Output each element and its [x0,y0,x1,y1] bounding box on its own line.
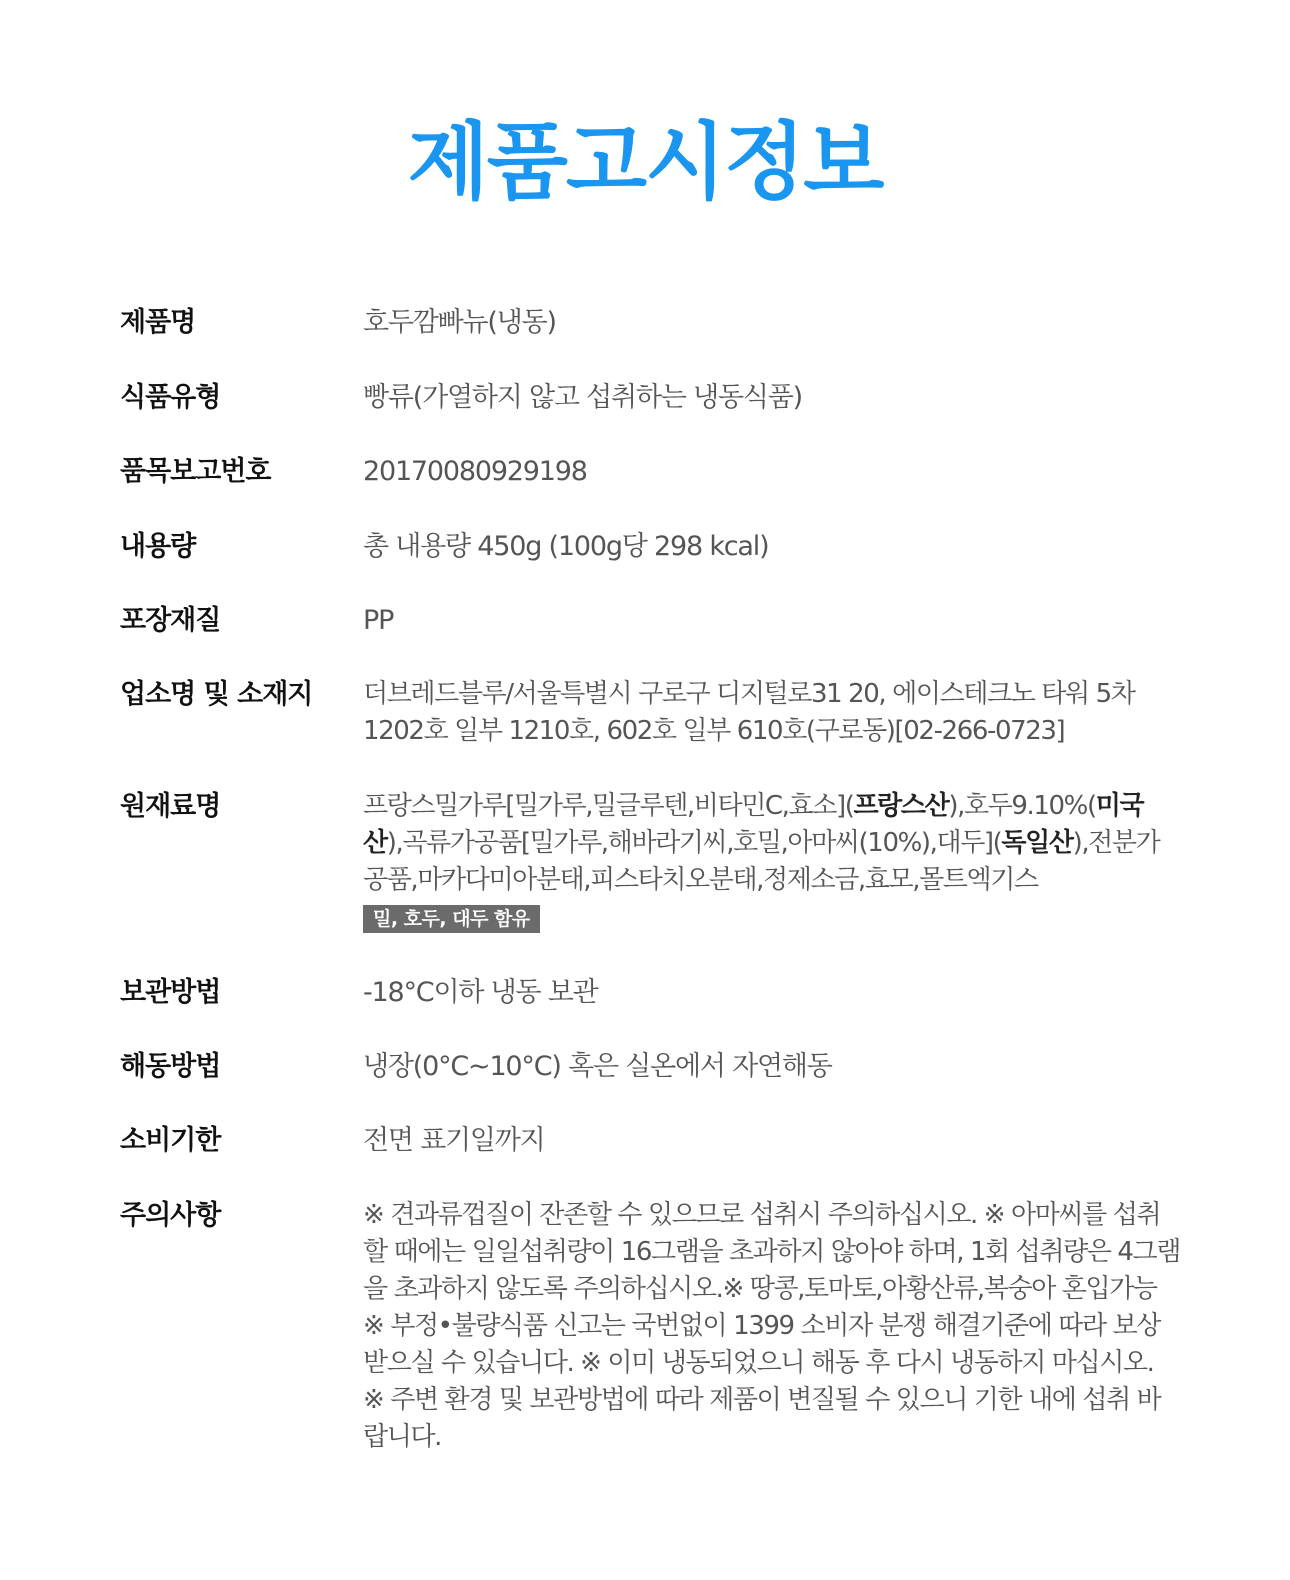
label-product-name: 제품명 [120,307,196,338]
value-caution: ※ 견과류껍질이 잔존할 수 있으므로 섭취시 주의하십시오. ※ 아마씨를 섭취할 때에는 일일섭취량이 16그램을 초과하지 않아야 하며, 1회 섭취량은 4그램을 초과하지 않도록 주의하십시오.※ 땅콩,토마토,아황산류,복숭아 혼입가능 ※ 부정•불량식품 신고는 국번없이 1399 소비자 분쟁 해결기준에 따라 보상받으실 수 있습니다. ※ 이미 냉동되었으니 해동 후 다시 냉동하지 마십시오. ※ 주변 환경 및 보관방법에 따라 제품이 변질될 수 있으니 기한 내에 섭취 바랍니다. [363,1200,1180,1452]
label-food-type: 식품유형 [120,382,221,413]
value-product-name: 호두깜빠뉴(냉동) [363,307,556,338]
row-volume [120,528,1180,566]
origin-france: 프랑스산 [853,791,949,821]
value-ingredients [363,788,1180,936]
value-expiry: 전면 표기일까지 [363,1125,545,1156]
label-company: 업소명 및 소재지 [120,679,313,710]
row-ingredients [120,788,1180,936]
page-title: 제품고시정보 [407,113,883,211]
row-storage [120,974,1180,1012]
label-expiry: 소비기한 [120,1125,221,1156]
value-storage: -18°C이하 냉동 보관 [363,977,598,1008]
label-report-number: 품목보고번호 [120,456,271,487]
ingredients-part-1: 프랑스밀가루[밀가루,밀글루텐,비타민C,효소]( [363,791,854,821]
value-report-number: 20170080929198 [363,456,587,487]
company-address-line-1: 더브레드블루/서울특별시 구로구 디지털로31 20, 에이스테크노 타워 5차 [363,679,1135,709]
ingredients-text [363,788,1180,899]
value-company [363,676,1180,750]
row-packaging [120,602,1180,640]
row-report-number [120,453,1180,491]
row-expiry [120,1122,1180,1160]
label-packaging: 포장재질 [120,605,221,636]
row-food-type [120,379,1180,417]
company-address-line-2: 1202호 일부 1210호, 602호 일부 610호(구로동)[02-266-0723] [363,716,1065,746]
label-volume: 내용량 [120,531,196,562]
ingredients-part-4: ),전분가공품,마카다미아분태,피스타치오분태,정제소금,효모,몰트엑기스 [363,828,1160,895]
row-caution [120,1197,1180,1456]
label-storage: 보관방법 [120,977,221,1008]
label-ingredients: 원재료명 [120,791,221,822]
value-packaging: PP [363,605,394,636]
origin-usa: 미국산 [363,791,1144,858]
value-volume: 총 내용량 450g (100g당 298 kcal) [363,531,769,562]
value-thawing: 냉장(0°C~10°C) 혹은 실온에서 자연해동 [363,1051,832,1082]
row-product-name [120,304,1180,342]
label-caution: 주의사항 [120,1200,221,1231]
value-food-type: 빵류(가열하지 않고 섭취하는 냉동식품) [363,382,802,413]
ingredients-part-2: ),호두9.10%( [948,791,1096,821]
row-thawing [120,1048,1180,1086]
ingredients-part-3: ),곡류가공품[밀가루,해바라기씨,호밀,아마씨(10%),대두]( [386,828,1002,858]
row-company [120,676,1180,750]
allergen-badge: 밀, 호두, 대두 함유 [363,905,540,933]
label-thawing: 해동방법 [120,1051,221,1082]
origin-germany: 독일산 [1001,828,1073,858]
